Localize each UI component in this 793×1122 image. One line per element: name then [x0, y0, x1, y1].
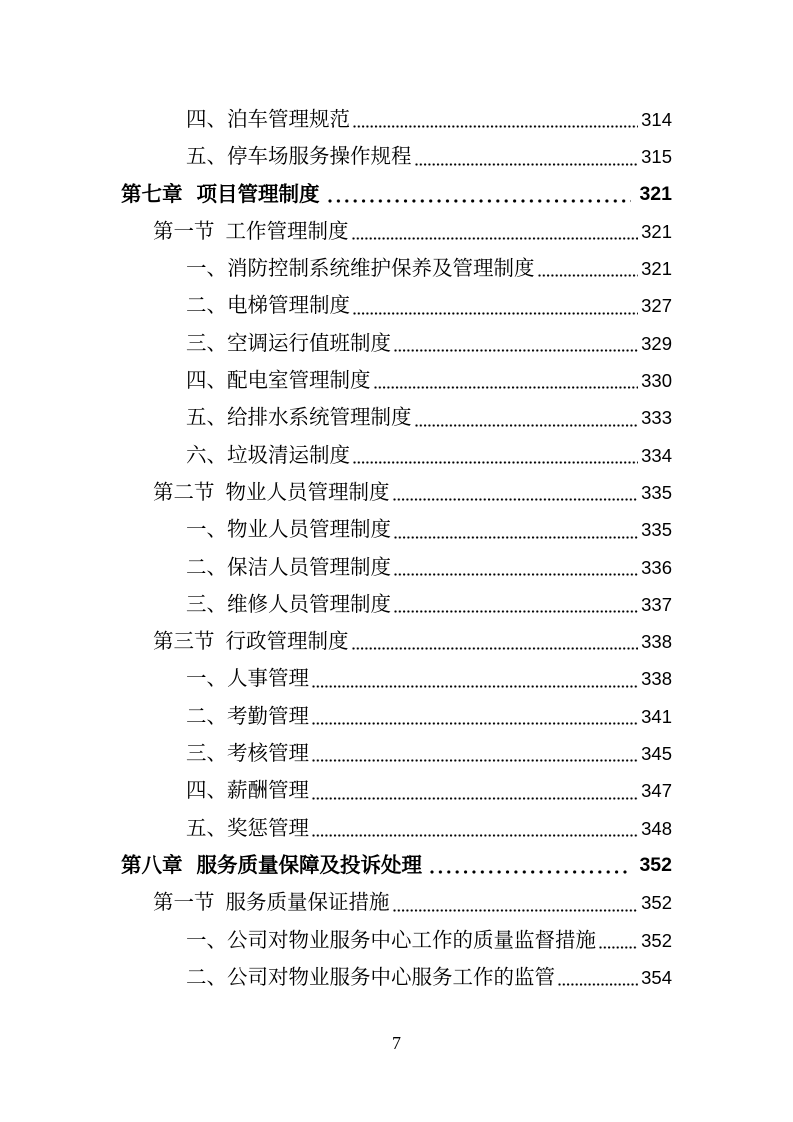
- toc-entry-prefix: 第一节: [153, 218, 215, 243]
- toc-page-number: 347: [641, 780, 672, 802]
- toc-dot-leader: [312, 759, 638, 762]
- toc-dot-leader: [312, 834, 638, 837]
- toc-entry-title: 服务质量保障及投诉处理: [196, 852, 422, 877]
- toc-entry-title: 空调运行值班制度: [227, 330, 391, 355]
- toc-item-entry: [0, 922, 672, 959]
- toc-page-number: 345: [641, 743, 672, 765]
- toc-item-entry: [0, 698, 672, 735]
- toc-entry-title: 考核管理: [227, 741, 309, 766]
- toc-page-number: 336: [641, 556, 672, 578]
- toc-entry-prefix: 第七章: [121, 181, 183, 206]
- toc-dot-leader: [312, 685, 638, 688]
- toc-entry-prefix: 一、: [186, 927, 227, 952]
- toc-dot-leader: [538, 274, 639, 277]
- toc-entry-prefix: 四、: [186, 107, 227, 131]
- toc-dot-leader: [328, 199, 632, 203]
- toc-dot-leader: [312, 722, 638, 725]
- toc-item-entry: [0, 399, 672, 436]
- toc-entry-prefix: 二、: [186, 293, 227, 318]
- toc-dot-leader: [353, 461, 638, 464]
- toc-dot-leader: [394, 536, 638, 539]
- toc-chapter-entry: [0, 847, 672, 884]
- toc-entry-prefix: 第一节: [153, 890, 215, 915]
- footer-page-number: 7: [392, 1033, 401, 1053]
- toc-entry-prefix: 五、: [186, 144, 227, 169]
- toc-section-entry: [0, 884, 672, 921]
- toc-entry-title: 保洁人员管理制度: [227, 554, 391, 579]
- toc-section-entry: [0, 474, 672, 511]
- toc-dot-leader: [352, 237, 639, 240]
- toc-page-number: 338: [641, 668, 672, 690]
- toc-entry-prefix: 六、: [186, 442, 227, 467]
- toc-entry-title: 服务质量保证措施: [225, 890, 390, 915]
- toc-entry-prefix: 五、: [186, 815, 227, 840]
- toc-dot-leader: [374, 386, 639, 389]
- toc-entry-title: 公司对物业服务中心工作的质量监督措施: [227, 927, 596, 952]
- toc-item-entry: [0, 437, 672, 474]
- toc-dot-leader: [415, 424, 639, 427]
- toc-entry-prefix: 第二节: [153, 479, 215, 504]
- toc-dot-leader: [353, 125, 638, 128]
- toc-page-number: 334: [641, 444, 672, 466]
- toc-entry-title: 工作管理制度: [225, 218, 349, 243]
- toc-page-number: 329: [641, 332, 672, 354]
- toc-entry-title: 消防控制系统维护保养及管理制度: [227, 256, 535, 281]
- toc-page-number: 330: [641, 370, 672, 392]
- toc-dot-leader: [394, 610, 638, 613]
- toc-entry-title: 项目管理制度: [196, 181, 320, 206]
- toc-page-number: 341: [641, 705, 672, 727]
- toc-entry-title: 奖惩管理: [227, 815, 309, 840]
- toc-page-number: 315: [641, 146, 672, 168]
- toc-entry-prefix: 一、: [186, 256, 227, 281]
- toc-item-entry: [0, 549, 672, 586]
- toc-entry-prefix: 二、: [186, 703, 227, 728]
- toc-dot-leader: [599, 946, 638, 949]
- toc-dot-leader: [353, 312, 638, 315]
- toc-page-number: 354: [641, 966, 672, 988]
- toc-item-entry: [0, 735, 672, 772]
- toc-page-number: 327: [641, 295, 672, 317]
- toc-entry-prefix: 一、: [186, 666, 227, 691]
- toc-entry-title: 泊车管理规范: [227, 107, 350, 131]
- toc-entry-prefix: 二、: [186, 554, 227, 579]
- toc-page-number: 337: [641, 593, 672, 615]
- toc-entry-title: 配电室管理制度: [227, 368, 371, 393]
- toc-entry-title: 考勤管理: [227, 703, 309, 728]
- toc-item-entry: [0, 511, 672, 548]
- toc-entry-prefix: 一、: [186, 517, 227, 542]
- toc-page-number: 314: [641, 109, 672, 130]
- toc-page-number: 352: [641, 892, 672, 914]
- toc-entry-title: 物业人员管理制度: [227, 517, 391, 542]
- toc-item-entry: [0, 287, 672, 324]
- toc-page-number: 348: [641, 817, 672, 839]
- toc-entry-prefix: 三、: [186, 591, 227, 616]
- toc-entry-prefix: 第八章: [121, 852, 183, 877]
- toc-entry-title: 薪酬管理: [227, 778, 309, 803]
- toc-page-number: 335: [641, 481, 672, 503]
- toc-item-entry: [0, 250, 672, 287]
- toc-entry-title: 人事管理: [227, 666, 309, 691]
- toc-entry-title: 行政管理制度: [225, 629, 349, 654]
- toc-entry-title: 维修人员管理制度: [227, 591, 391, 616]
- toc-item-entry: [0, 362, 672, 399]
- toc-page-number: 321: [641, 258, 672, 280]
- toc-page-number: 352: [641, 929, 672, 951]
- toc-entry-title: 停车场服务操作规程: [227, 144, 412, 169]
- toc-entry-prefix: 三、: [186, 330, 227, 355]
- table-of-contents: [0, 101, 793, 996]
- toc-item-entry: [0, 810, 672, 847]
- toc-dot-leader: [393, 498, 639, 501]
- toc-dot-leader: [393, 909, 639, 912]
- toc-section-entry: [0, 213, 672, 250]
- toc-entry-title: 物业人员管理制度: [225, 479, 390, 504]
- toc-entry-prefix: 第三节: [153, 629, 215, 654]
- toc-dot-leader: [558, 983, 638, 986]
- toc-item-entry: [0, 772, 672, 809]
- toc-entry-title: 给排水系统管理制度: [227, 405, 412, 430]
- toc-page-number: 321: [641, 220, 672, 242]
- toc-item-entry: [0, 101, 672, 138]
- toc-page-number: 335: [641, 519, 672, 541]
- toc-section-entry: [0, 623, 672, 660]
- toc-chapter-entry: [0, 176, 672, 213]
- toc-dot-leader: [415, 163, 639, 166]
- toc-entry-prefix: 五、: [186, 405, 227, 430]
- toc-dot-leader: [394, 573, 638, 576]
- toc-entry-prefix: 三、: [186, 741, 227, 766]
- toc-item-entry: [0, 586, 672, 623]
- toc-page-number: 333: [641, 407, 672, 429]
- toc-page-number: 321: [639, 182, 672, 205]
- toc-item-entry: [0, 959, 672, 996]
- toc-entry-prefix: 四、: [186, 778, 227, 803]
- toc-dot-leader: [394, 349, 638, 352]
- toc-item-entry: [0, 660, 672, 697]
- toc-item-entry: [0, 138, 672, 175]
- toc-entry-title: 垃圾清运制度: [227, 442, 350, 467]
- toc-dot-leader: [312, 797, 638, 800]
- toc-page-number: 338: [641, 631, 672, 653]
- toc-entry-prefix: 四、: [186, 368, 227, 393]
- toc-dot-leader: [352, 647, 639, 650]
- toc-entry-title: 公司对物业服务中心服务工作的监管: [227, 964, 555, 989]
- toc-page-number: 352: [639, 853, 672, 876]
- toc-dot-leader: [430, 870, 631, 874]
- toc-entry-title: 电梯管理制度: [227, 293, 350, 318]
- toc-entry-prefix: 二、: [186, 964, 227, 989]
- toc-item-entry: [0, 325, 672, 362]
